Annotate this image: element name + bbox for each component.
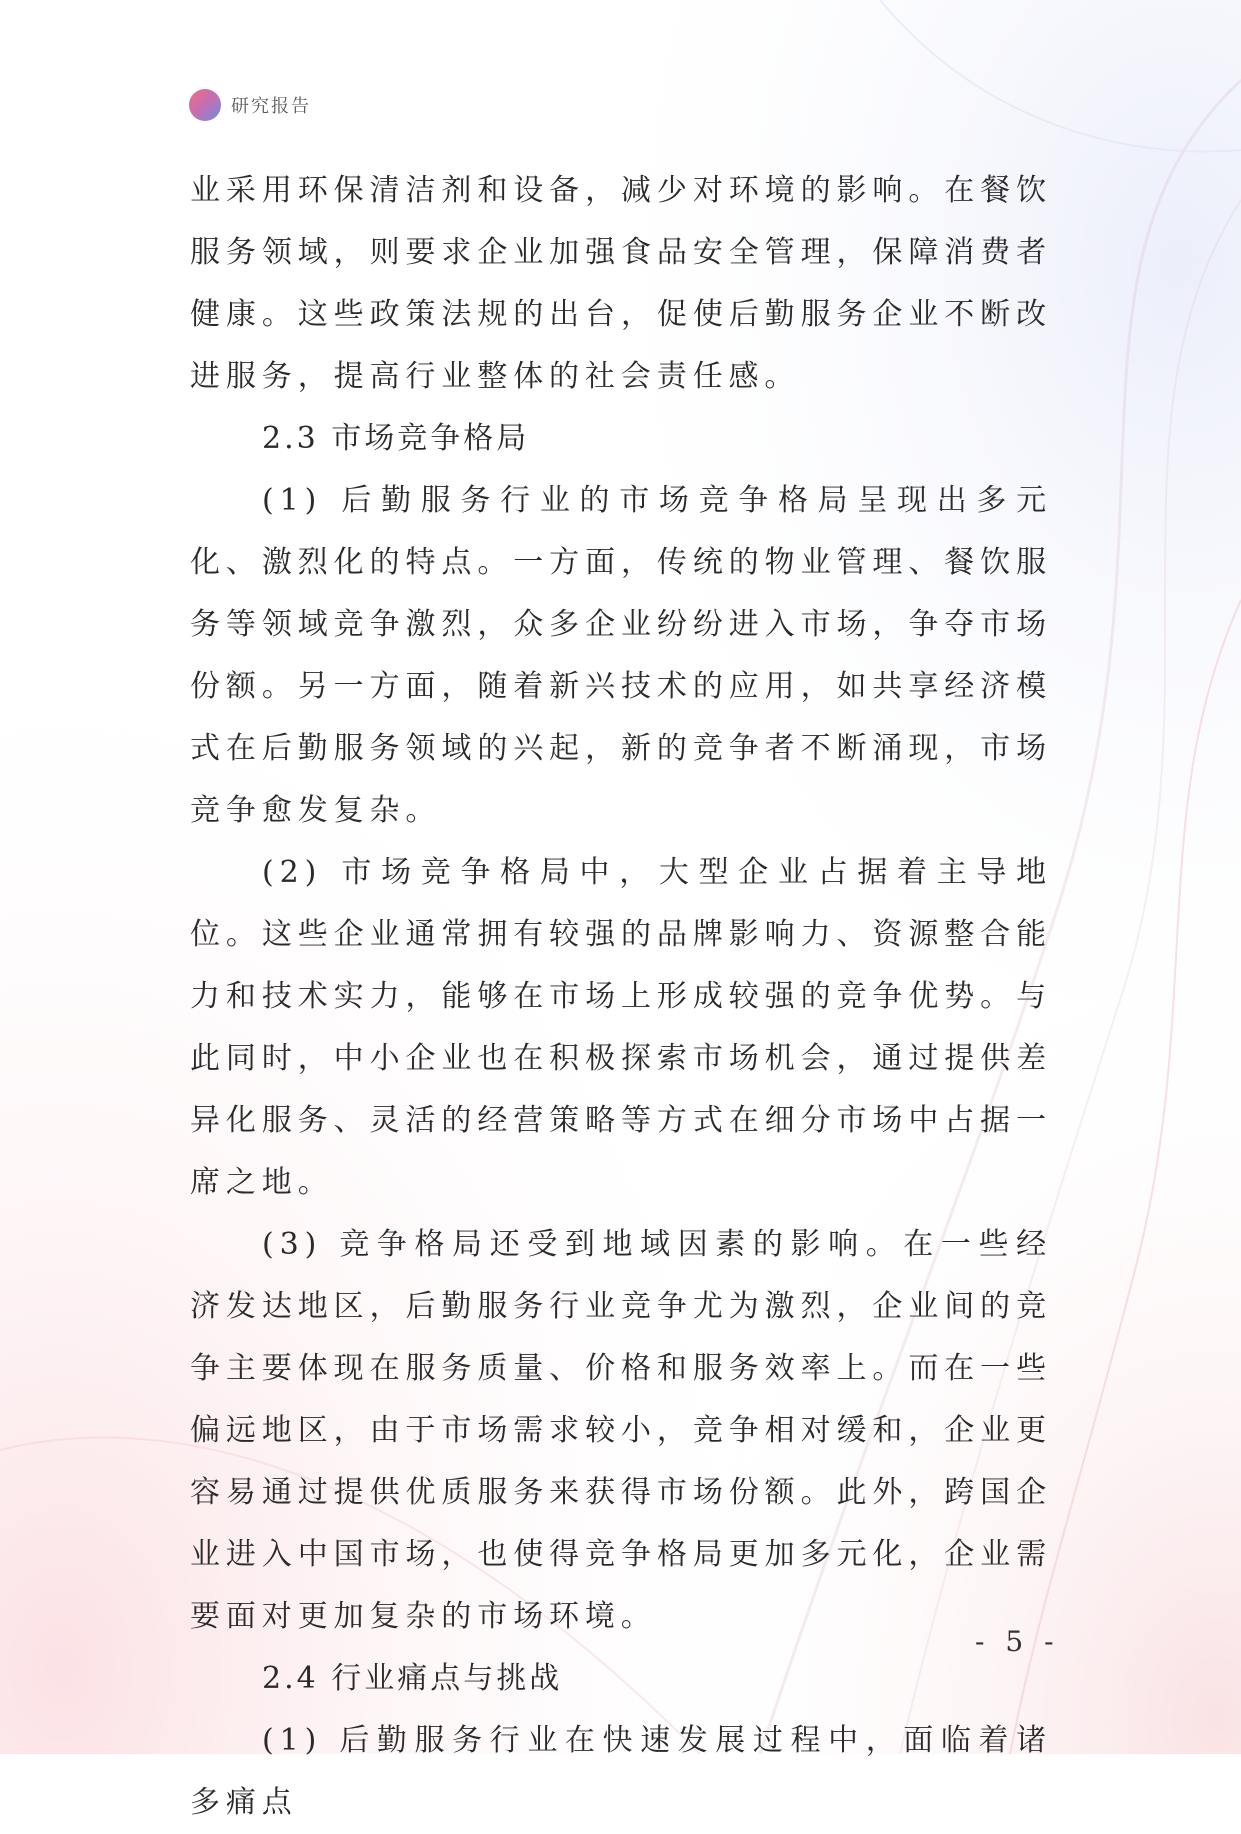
- header-title: 研究报告: [231, 96, 311, 117]
- document-body: [190, 160, 1052, 1834]
- paragraph-2-3-3: (3) 竞争格局还受到地域因素的影响。在一些经济发达地区，后勤服务行业竞争尤为激烈，企业间的竞争主要体现在服务质量、价格和服务效率上。而在一些偏远地区，由于市场需求较小，竞争相对缓和，企业更容易通过提供优质服务来获得市场份额。此外，跨国企业进入中国市场，也使得竞争格局更加多元化，企业需要面对更加复杂的市场环境。: [190, 1227, 1052, 1634]
- section-heading-2-4: 2.4 行业痛点与挑战: [262, 1661, 563, 1696]
- section-heading-2-3: 2.3 市场竞争格局: [262, 421, 530, 456]
- paragraph-2-3-1: (1) 后勤服务行业的市场竞争格局呈现出多元化、激烈化的特点。一方面，传统的物业管理、餐饮服务等领域竞争激烈，众多企业纷纷进入市场，争夺市场份额。另一方面，随着新兴技术的应用，如共享经济模式在后勤服务领域的兴起，新的竞争者不断涌现，市场竞争愈发复杂。: [190, 483, 1052, 828]
- continuation-paragraph: 业采用环保清洁剂和设备，减少对环境的影响。在餐饮服务领域，则要求企业加强食品安全管理，保障消费者健康。这些政策法规的出台，促使后勤服务企业不断改进服务，提高行业整体的社会责任感。: [190, 173, 1052, 394]
- logo-circle-icon: [189, 89, 221, 121]
- page-number: - 5 -: [975, 1625, 1060, 1658]
- paragraph-2-4-1: (1) 后勤服务行业在快速发展过程中，面临着诸多痛点: [190, 1723, 1052, 1820]
- paragraph-2-3-2: (2) 市场竞争格局中，大型企业占据着主导地位。这些企业通常拥有较强的品牌影响力、资源整合能力和技术实力，能够在市场上形成较强的竞争优势。与此同时，中小企业也在积极探索市场机会，通过提供差异化服务、灵活的经营策略等方式在细分市场中占据一席之地。: [190, 855, 1052, 1200]
- page-header: [189, 89, 311, 121]
